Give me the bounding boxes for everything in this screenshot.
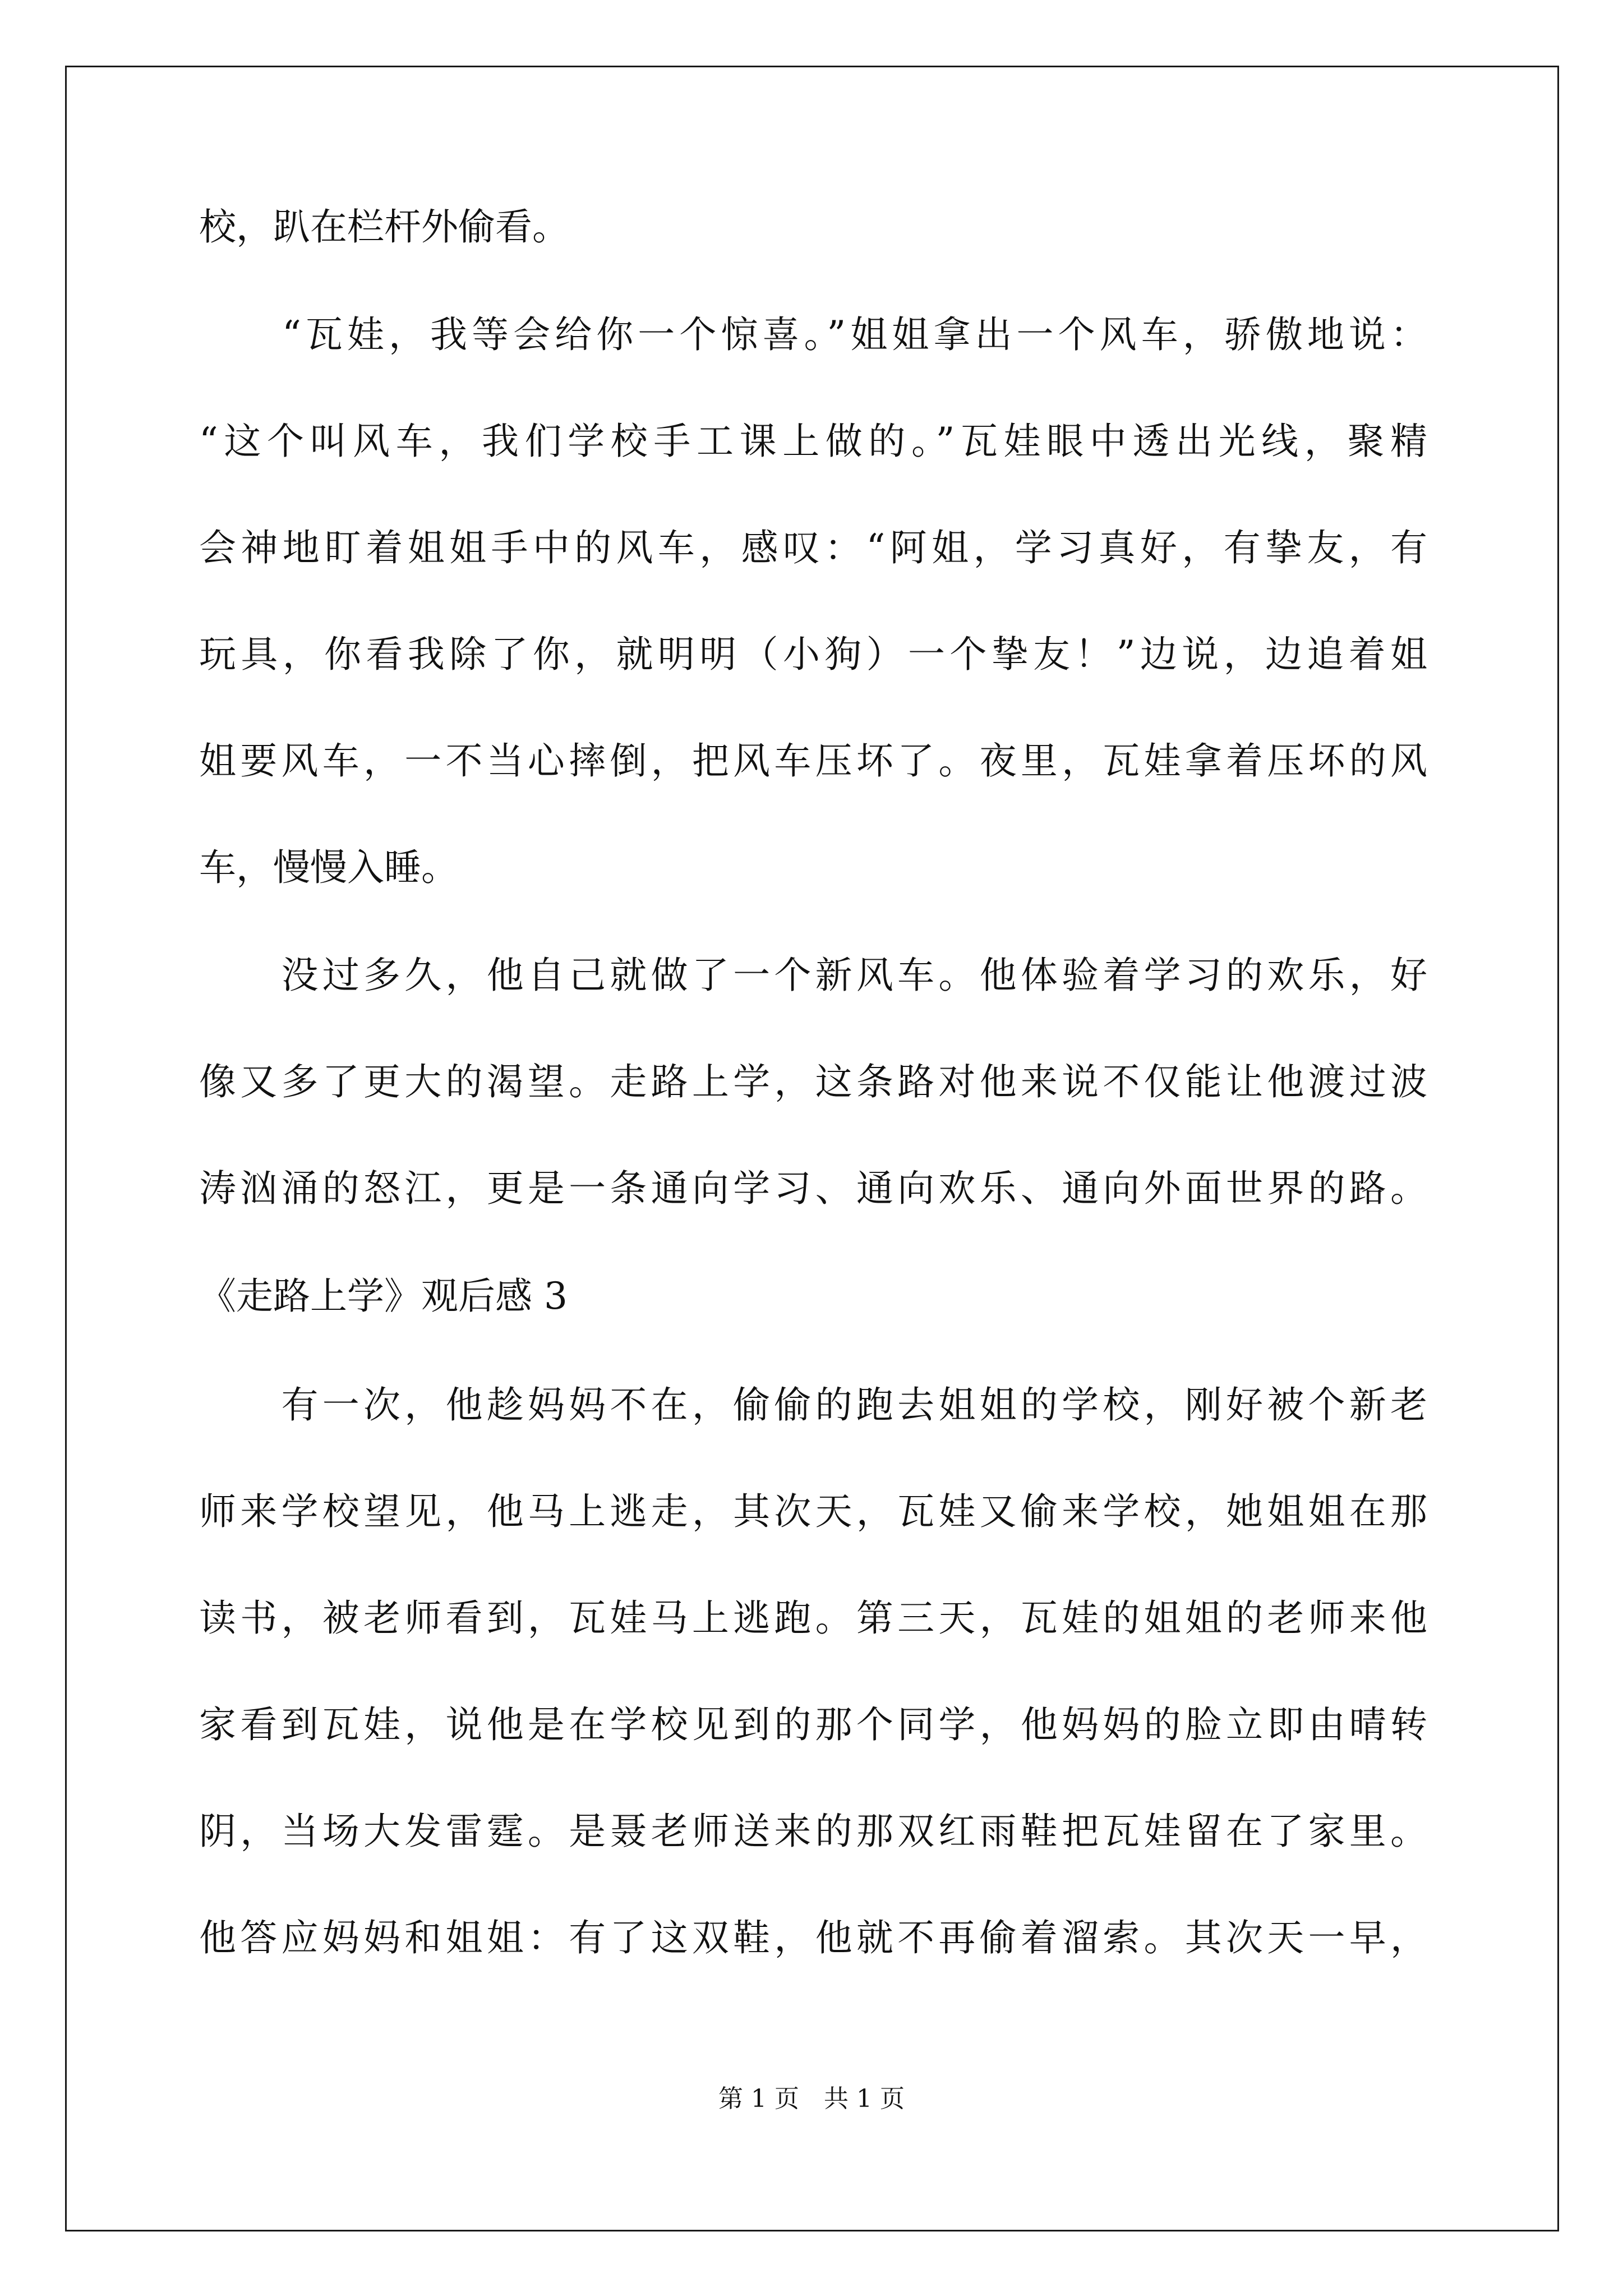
page-total: 共 1 页 <box>824 2085 905 2113</box>
text-line: 读书，被老师看到，瓦娃马上逃跑。第三天，瓦娃的姐姐的老师来他 <box>199 1596 1427 1640</box>
text-line: “瓦娃，我等会给你一个惊喜。”姐姐拿出一个风车，骄傲地说： <box>199 313 1427 356</box>
text-line: 会神地盯着姐姐手中的风车，感叹：“阿姐，学习真好，有挚友，有 <box>199 526 1427 569</box>
text-line: 家看到瓦娃，说他是在学校见到的那个同学，他妈妈的脸立即由晴转 <box>199 1703 1427 1746</box>
page-footer <box>0 2087 1623 2111</box>
text-line: 没过多久，他自己就做了一个新风车。他体验着学习的欢乐，好 <box>199 954 1427 997</box>
text-line: 姐要风车，一不当心摔倒，把风车压坏了。夜里，瓦娃拿着压坏的风 <box>199 739 1427 783</box>
text-line: “这个叫风车，我们学校手工课上做的。”瓦娃眼中透出光线，聚精 <box>199 420 1427 463</box>
text-line: 阴，当场大发雷霆。是聂老师送来的那双红雨鞋把瓦娃留在了家里。 <box>199 1810 1427 1853</box>
text-line: 师来学校望见，他马上逃走，其次天，瓦娃又偷来学校，她姐姐在那 <box>199 1490 1427 1533</box>
text-line: 校，趴在栏杆外偷看。 <box>199 205 569 249</box>
text-line: 涛汹涌的怒江，更是一条通向学习、通向欢乐、通向外面世界的路。 <box>199 1167 1427 1210</box>
text-line: 有一次，他趁妈妈不在，偷偷的跑去姐姐的学校，刚好被个新老 <box>199 1383 1427 1427</box>
text-line: 他答应妈妈和姐姐：有了这双鞋，他就不再偷着溜索。其次天一早， <box>199 1916 1427 1959</box>
text-line: 车，慢慢入睡。 <box>199 846 458 889</box>
text-line: 像又多了更大的渴望。走路上学，这条路对他来说不仅能让他渡过波 <box>199 1060 1427 1103</box>
section-heading: 《走路上学》观后感 3 <box>199 1274 568 1318</box>
page-border <box>65 66 1559 2231</box>
text-line: 玩具，你看我除了你，就明明（小狗）一个挚友！”边说，边追着姐 <box>199 633 1427 676</box>
page-number: 第 1 页 <box>718 2085 799 2113</box>
